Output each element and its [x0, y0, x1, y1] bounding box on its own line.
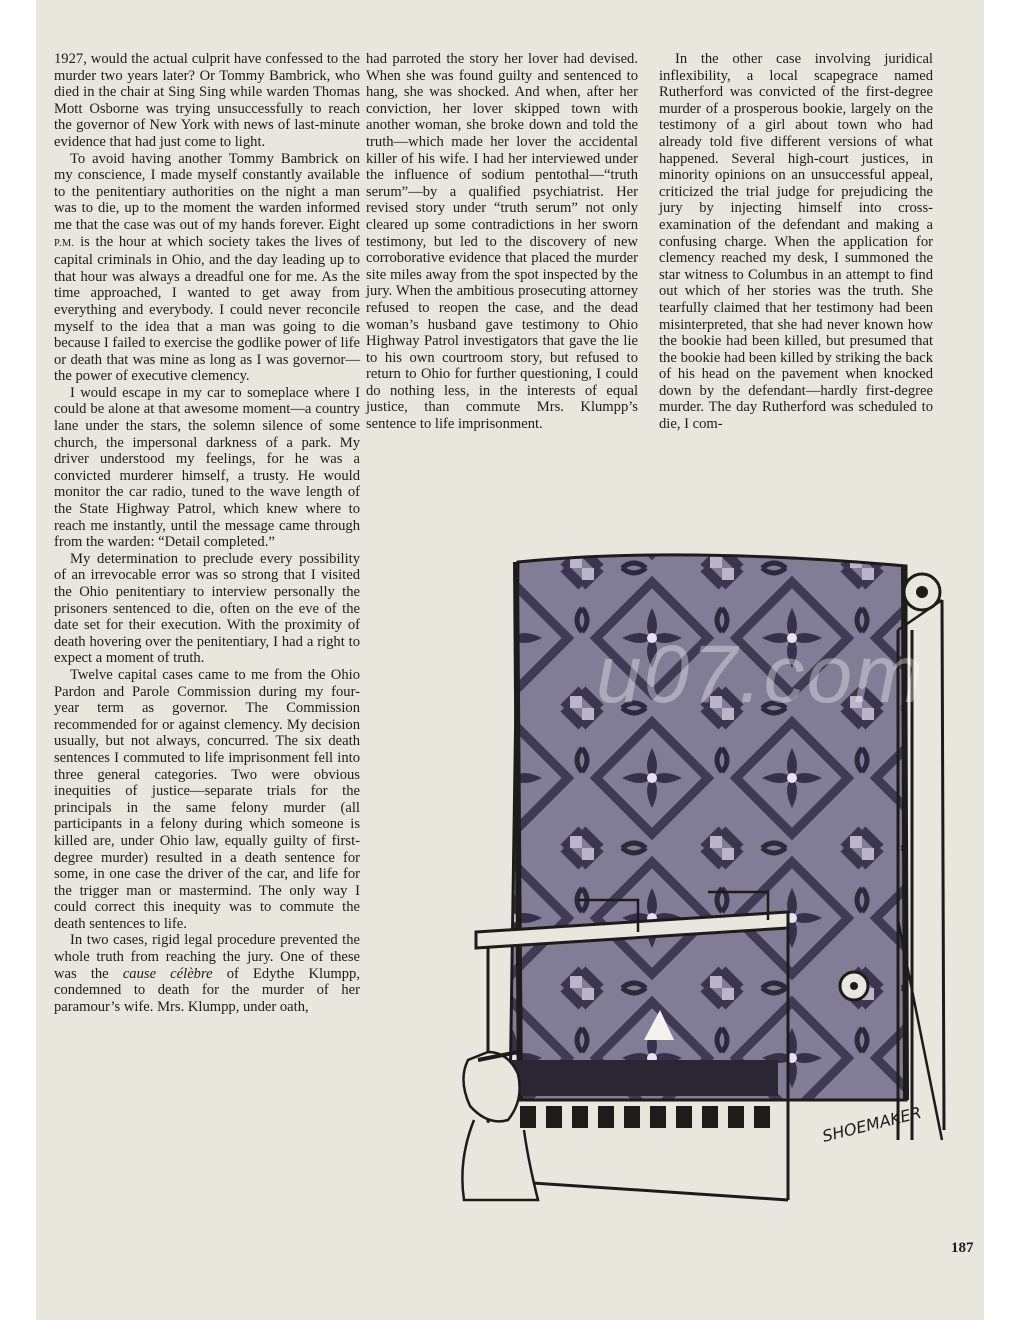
text-column-2 — [366, 51, 638, 433]
paragraph: had parroted the story her lover had devised. When she was found guilty and sentenced to hang, she was shocked. And when, after her conviction, her lover skipped town with another woman, she broke down and told the truth—which made her lover the accidental killer of his wife. I had her interviewed under the influence of sodium pentothal—“truth serum”—by a qualified psychiatrist. Her revised story under “truth serum” not only cleared up some contradictions in her sworn testimony, but led to the discovery of new corroborative evidence that placed the murder site miles away from the spot inspected by the jury. When the ambitious prosecuting attorney refused to reopen the case, and the dead woman’s husband gave testimony to Ohio Highway Patrol investigators that gave the lie to his own courtroom story, but refused to return to Ohio for further questioning, I could do nothing less, in the interests of equal justice, than commute Mrs. Klumpp’s sentence to life imprisonment. — [366, 51, 638, 433]
paragraph-text: is the hour at which society takes the lives of capital criminals in Ohio, and the day leading up to that hour was always a dreadful one for me. As the time approached, I wanted to get away from everything and everybody. I could never reconcile myself to the idea that a man was going to die because I failed to exercise the godlike power of life or death that was mine as long as I was governor—the power of executive clemency. — [54, 233, 361, 385]
paragraph-text: of Edythe Klumpp, condemned to death for the murder of her paramour’s wife. Mrs. Klumpp, under oath, — [54, 965, 360, 1015]
paragraph: 1927, would the actual culprit have confessed to the murder two years later? Or Tommy Bambrick, who died in the chair at Sing Sing while warden Thomas Mott Osborne was trying unsuccessfully to reach the governor of New York with news of last-minute evidence that had just come to light. — [54, 51, 360, 150]
italic-phrase: cause célèbre — [122, 965, 213, 982]
paragraph — [54, 151, 360, 385]
paragraph-text: In two cases, rigid legal procedure prevented the whole truth from reaching the jury. One of these was the — [54, 932, 360, 982]
paragraph: In the other case involving juridical inflexibility, a local scapegrace named Rutherford was convicted of the first-degree murder of a prosperous bookie, largely on the testimony of a girl about town who had already told five different versions of what happened. Several high-court justices, in minority opinions on an unsuccessful appeal, criticized the trial judge for prejudicing the jury by injecting himself into cross-examination of the defendant and making a confusing charge. When the application for clemency reached my desk, I summoned the star witness to Columbus in an attempt to find out which of her stories was the truth. She tearfully claimed that her testimony had been misinterpreted, that she had never known how the bookie had been killed, but presumed that the bookie had been killed by striking the back of his head on the pavement when knocked down by the defendant—hardly first-degree murder. The day Rutherford was scheduled to die, I com- — [659, 51, 933, 433]
paragraph — [54, 932, 360, 1015]
artist-signature: SHOEMAKER — [820, 1102, 924, 1146]
magazine-page — [36, 0, 984, 1320]
paragraph: My determination to preclude every possibility of an irrevocable error was so strong that I visited the Ohio penitentiary to interview personally the prisoners sentenced to die, often on the eve of the date set for their execution. With the proximity of death hovering over the penitentiary, I had a right to expect a moment of truth. — [54, 550, 360, 667]
paragraph: I would escape in my car to someplace where I could be alone at that awesome moment—a country lane under the stars, the solemn silence of some church, the impersonal darkness of a park. My driver understood my feelings, for he was a convicted murderer himself, a trusty. He would monitor the car radio, tuned to the wave length of the State Highway Patrol, which knew where to reach me instantly, until the message came through from the warden: “Detail completed.” — [54, 384, 360, 551]
time-abbreviation: P.M. — [54, 237, 75, 249]
text-column-1 — [54, 51, 360, 1015]
paragraph-text: To avoid having another Tommy Bambrick on my conscience, I made myself constantly available to the penitentiary authorities on the night a man was to die, up to the moment the warden informed me that the case was out of my hands forever. Eight — [54, 150, 360, 233]
watermark: u07.com — [596, 629, 925, 720]
paragraph: Twelve capital cases came to me from the Ohio Pardon and Parole Commission during my four-year term as governor. The Commission recommended for or against clemency. My decision usually, but not always, concurred. The six death sentences I commuted to life imprisonment fell into three general categories. Two were obvious inequities of justice—separate trials for the principals in the same felony murder (all participants in a felony during which someone is killed are, under Ohio law, equally guilty of first-degree murder) resulted in a death sentence for some, in one case the driver of the car, and life for the trigger man or mastermind. The only way I could correct this inequity was to commute the death sentences to life. — [54, 666, 360, 932]
text-column-3 — [659, 51, 933, 433]
page-number: 187 — [951, 1240, 974, 1256]
